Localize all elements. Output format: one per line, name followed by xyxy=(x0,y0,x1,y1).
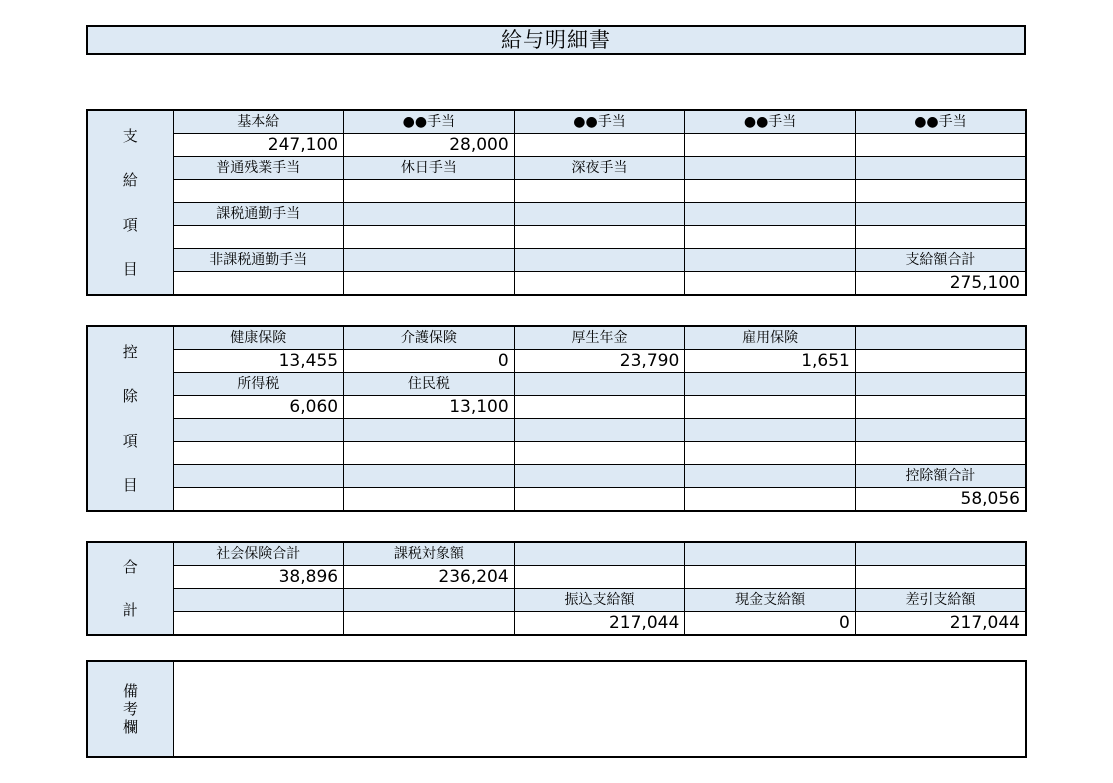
item-value-cell xyxy=(685,488,856,512)
side-label-char: 項 xyxy=(122,431,138,450)
item-value-cell xyxy=(685,272,856,296)
item-value-cell xyxy=(685,566,856,589)
item-value-cell xyxy=(344,180,515,203)
item-label-cell: ●●手当 xyxy=(344,110,515,134)
item-label-cell xyxy=(514,249,685,272)
item-value-cell: 13,100 xyxy=(344,396,515,419)
label-row xyxy=(87,110,1026,134)
item-label-cell xyxy=(855,373,1026,396)
label-row xyxy=(87,157,1026,180)
item-value-cell xyxy=(173,488,344,512)
item-label-cell xyxy=(173,419,344,442)
item-value-cell xyxy=(173,612,344,636)
item-value-cell xyxy=(514,566,685,589)
item-label-cell xyxy=(514,542,685,566)
item-label-cell xyxy=(855,203,1026,226)
side-label-char: 控 xyxy=(122,342,138,361)
item-value-cell xyxy=(855,226,1026,249)
item-value-cell: 217,044 xyxy=(855,612,1026,636)
item-label-cell xyxy=(344,465,515,488)
item-label-cell: 差引支給額 xyxy=(855,589,1026,612)
item-label-cell: 健康保険 xyxy=(173,326,344,350)
item-value-cell: 247,100 xyxy=(173,134,344,157)
item-value-cell: 217,044 xyxy=(514,612,685,636)
item-label-cell: 現金支給額 xyxy=(685,589,856,612)
item-label-cell: 深夜手当 xyxy=(514,157,685,180)
item-label-cell: 非課税通勤手当 xyxy=(173,249,344,272)
item-label-cell: 休日手当 xyxy=(344,157,515,180)
item-value-cell xyxy=(685,442,856,465)
item-value-cell: 0 xyxy=(685,612,856,636)
payment-side-label xyxy=(87,110,173,295)
value-row xyxy=(87,226,1026,249)
item-value-cell xyxy=(855,566,1026,589)
item-value-cell: 0 xyxy=(344,350,515,373)
label-row xyxy=(87,589,1026,612)
item-value-cell xyxy=(344,612,515,636)
item-label-cell: 雇用保険 xyxy=(685,326,856,350)
item-label-cell xyxy=(855,326,1026,350)
item-label-cell xyxy=(855,542,1026,566)
item-value-cell xyxy=(173,272,344,296)
item-value-cell xyxy=(514,134,685,157)
item-label-cell xyxy=(685,203,856,226)
item-value-cell xyxy=(514,226,685,249)
label-row xyxy=(87,542,1026,566)
item-value-cell: 6,060 xyxy=(173,396,344,419)
item-label-cell xyxy=(855,157,1026,180)
item-label-cell: 控除額合計 xyxy=(855,465,1026,488)
item-value-cell xyxy=(514,272,685,296)
side-label-char: 除 xyxy=(122,387,138,406)
label-row xyxy=(87,249,1026,272)
item-label-cell: ●●手当 xyxy=(855,110,1026,134)
item-value-cell xyxy=(855,350,1026,373)
item-value-cell xyxy=(855,180,1026,203)
item-label-cell: 振込支給額 xyxy=(514,589,685,612)
remarks-content xyxy=(174,662,1025,756)
payment-items-table xyxy=(86,109,1027,296)
side-label-char: 目 xyxy=(122,476,138,495)
item-label-cell xyxy=(514,203,685,226)
item-value-cell: 275,100 xyxy=(855,272,1026,296)
totals-side-label xyxy=(87,542,173,635)
side-label-char: 支 xyxy=(122,126,138,145)
item-label-cell xyxy=(344,249,515,272)
item-label-cell: 普通残業手当 xyxy=(173,157,344,180)
side-label-char: 項 xyxy=(122,215,138,234)
item-value-cell: 23,790 xyxy=(514,350,685,373)
side-label-char: 欄 xyxy=(122,718,138,736)
value-row xyxy=(87,350,1026,373)
item-value-cell xyxy=(344,226,515,249)
item-label-cell: 住民税 xyxy=(344,373,515,396)
item-label-cell xyxy=(173,589,344,612)
item-label-cell xyxy=(685,419,856,442)
item-label-cell: ●●手当 xyxy=(685,110,856,134)
item-value-cell xyxy=(514,180,685,203)
remarks-section xyxy=(86,660,1027,758)
item-value-cell xyxy=(685,396,856,419)
deduction-side-label xyxy=(87,326,173,511)
item-value-cell xyxy=(173,226,344,249)
item-label-cell xyxy=(514,465,685,488)
item-value-cell: 38,896 xyxy=(173,566,344,589)
item-value-cell xyxy=(855,442,1026,465)
side-label-char: 計 xyxy=(122,601,138,619)
side-label-char: 合 xyxy=(122,558,138,576)
item-value-cell xyxy=(344,442,515,465)
item-value-cell xyxy=(685,180,856,203)
item-value-cell: 1,651 xyxy=(685,350,856,373)
label-row xyxy=(87,373,1026,396)
value-row xyxy=(87,180,1026,203)
item-value-cell xyxy=(514,396,685,419)
label-row xyxy=(87,203,1026,226)
item-value-cell: 28,000 xyxy=(344,134,515,157)
item-value-cell xyxy=(173,180,344,203)
item-label-cell xyxy=(344,589,515,612)
item-label-cell xyxy=(685,542,856,566)
value-row xyxy=(87,612,1026,636)
item-label-cell: 社会保険合計 xyxy=(173,542,344,566)
item-value-cell xyxy=(514,442,685,465)
item-value-cell xyxy=(344,272,515,296)
label-row xyxy=(87,326,1026,350)
item-label-cell xyxy=(685,465,856,488)
item-label-cell xyxy=(173,465,344,488)
item-value-cell xyxy=(514,488,685,512)
item-value-cell xyxy=(855,134,1026,157)
item-value-cell xyxy=(344,488,515,512)
item-label-cell xyxy=(685,157,856,180)
item-label-cell xyxy=(855,419,1026,442)
item-value-cell xyxy=(855,396,1026,419)
value-row xyxy=(87,442,1026,465)
item-label-cell: 介護保険 xyxy=(344,326,515,350)
item-label-cell: 支給額合計 xyxy=(855,249,1026,272)
item-value-cell: 58,056 xyxy=(855,488,1026,512)
document-title: 給与明細書 xyxy=(86,25,1026,55)
label-row xyxy=(87,419,1026,442)
side-label-char: 給 xyxy=(122,171,138,190)
item-label-cell xyxy=(344,419,515,442)
item-value-cell: 13,455 xyxy=(173,350,344,373)
value-row xyxy=(87,566,1026,589)
item-label-cell xyxy=(685,373,856,396)
item-label-cell xyxy=(514,373,685,396)
value-row xyxy=(87,396,1026,419)
item-value-cell xyxy=(685,226,856,249)
value-row xyxy=(87,272,1026,296)
side-label-char: 備 xyxy=(122,682,138,700)
side-label-char: 目 xyxy=(122,260,138,279)
item-value-cell xyxy=(685,134,856,157)
item-value-cell xyxy=(173,442,344,465)
side-label-char: 考 xyxy=(122,700,138,718)
item-label-cell: 課税対象額 xyxy=(344,542,515,566)
item-label-cell: 厚生年金 xyxy=(514,326,685,350)
value-row xyxy=(87,488,1026,512)
item-label-cell: ●●手当 xyxy=(514,110,685,134)
remarks-side-label xyxy=(88,662,174,756)
item-label-cell xyxy=(514,419,685,442)
item-label-cell: 所得税 xyxy=(173,373,344,396)
item-value-cell: 236,204 xyxy=(344,566,515,589)
item-label-cell xyxy=(685,249,856,272)
totals-table xyxy=(86,541,1027,636)
item-label-cell xyxy=(344,203,515,226)
item-label-cell: 課税通勤手当 xyxy=(173,203,344,226)
deduction-items-table xyxy=(86,325,1027,512)
label-row xyxy=(87,465,1026,488)
value-row xyxy=(87,134,1026,157)
item-label-cell: 基本給 xyxy=(173,110,344,134)
